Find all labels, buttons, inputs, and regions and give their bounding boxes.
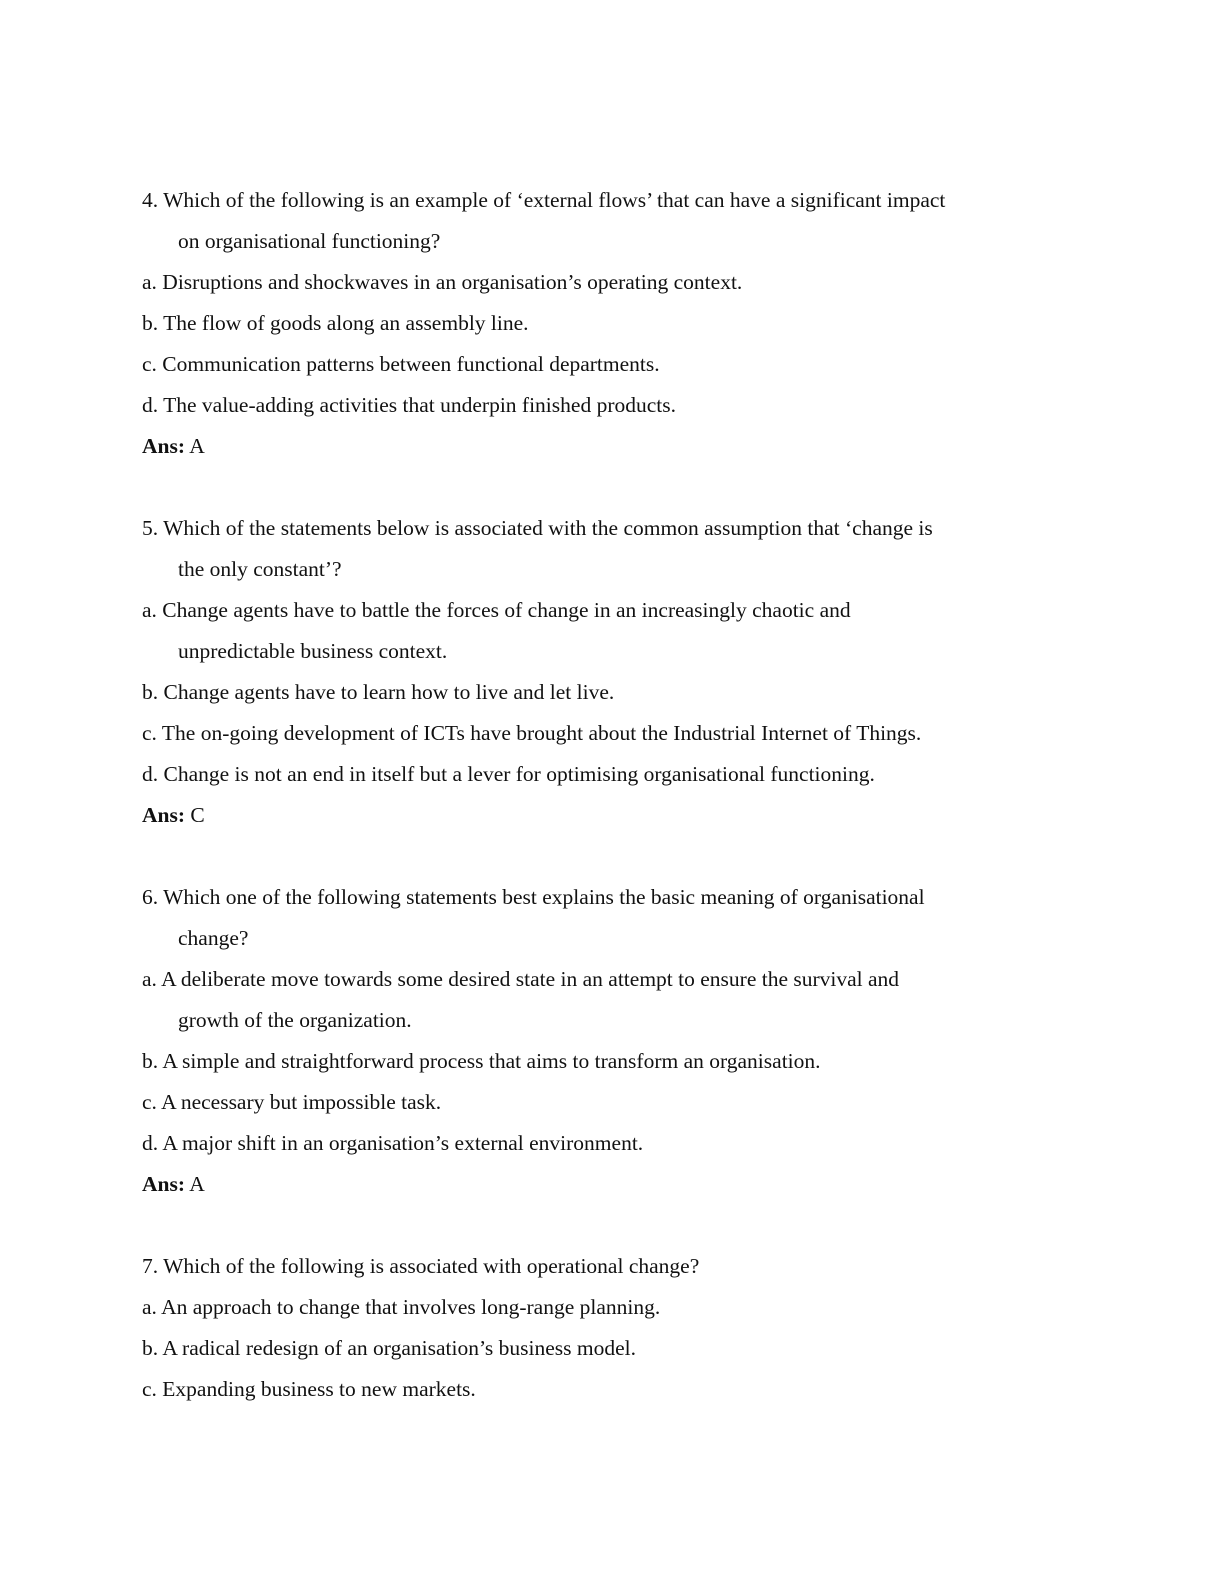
spacer [142,836,1082,877]
question-5-stem: 5. Which of the statements below is associated with the common assumption that ‘change is [142,516,933,540]
question-6-stem: 6. Which one of the following statements best explains the basic meaning of organisational [142,885,925,909]
question-7 [142,1246,1082,1410]
spacer [142,1205,1082,1246]
answer-label: Ans: [142,1172,186,1196]
question-4-option-c: c. Communication patterns between functional departments. [142,352,660,376]
question-6-stem-cont: change? [178,926,249,950]
spacer [142,467,1082,508]
question-5-stem-cont: the only constant’? [178,557,342,581]
question-6-answer [142,1164,1082,1205]
answer-value: C [185,803,205,827]
question-5-option-d: d. Change is not an end in itself but a lever for optimising organisational functioning. [142,762,875,786]
question-6-option-a: a. A deliberate move towards some desired state in an attempt to ensure the survival and [142,967,900,991]
question-7-option-c: c. Expanding business to new markets. [142,1377,476,1401]
question-7-option-a: a. An approach to change that involves long-range planning. [142,1295,661,1319]
question-4-option-b: b. The flow of goods along an assembly line. [142,311,529,335]
question-5-answer [142,795,1082,836]
question-6-option-c: c. A necessary but impossible task. [142,1090,442,1114]
question-6-option-d: d. A major shift in an organisation’s external environment. [142,1131,644,1155]
question-5-option-a: a. Change agents have to battle the forces of change in an increasingly chaotic and [142,598,851,622]
question-6-option-b: b. A simple and straightforward process that aims to transform an organisation. [142,1049,821,1073]
question-4-stem: 4. Which of the following is an example of ‘external flows’ that can have a significant impact [142,188,946,212]
question-6 [142,877,1082,1205]
document-page [142,180,1082,1410]
question-7-stem: 7. Which of the following is associated with operational change? [142,1254,700,1278]
question-4-answer [142,426,1082,467]
question-6-option-a-cont: growth of the organization. [178,1008,412,1032]
question-5-option-b: b. Change agents have to learn how to live and let live. [142,680,615,704]
answer-label: Ans: [142,434,186,458]
question-4-stem-cont: on organisational functioning? [178,229,441,253]
question-7-option-b: b. A radical redesign of an organisation’s business model. [142,1336,637,1360]
question-4-option-d: d. The value-adding activities that underpin finished products. [142,393,676,417]
question-5-option-c: c. The on-going development of ICTs have brought about the Industrial Internet of Things. [142,721,922,745]
answer-value: A [185,434,205,458]
answer-value: A [185,1172,205,1196]
question-4-option-a: a. Disruptions and shockwaves in an organisation’s operating context. [142,270,743,294]
question-5-option-a-cont: unpredictable business context. [178,639,448,663]
answer-label: Ans: [142,803,186,827]
question-5 [142,508,1082,836]
question-4 [142,180,1082,467]
